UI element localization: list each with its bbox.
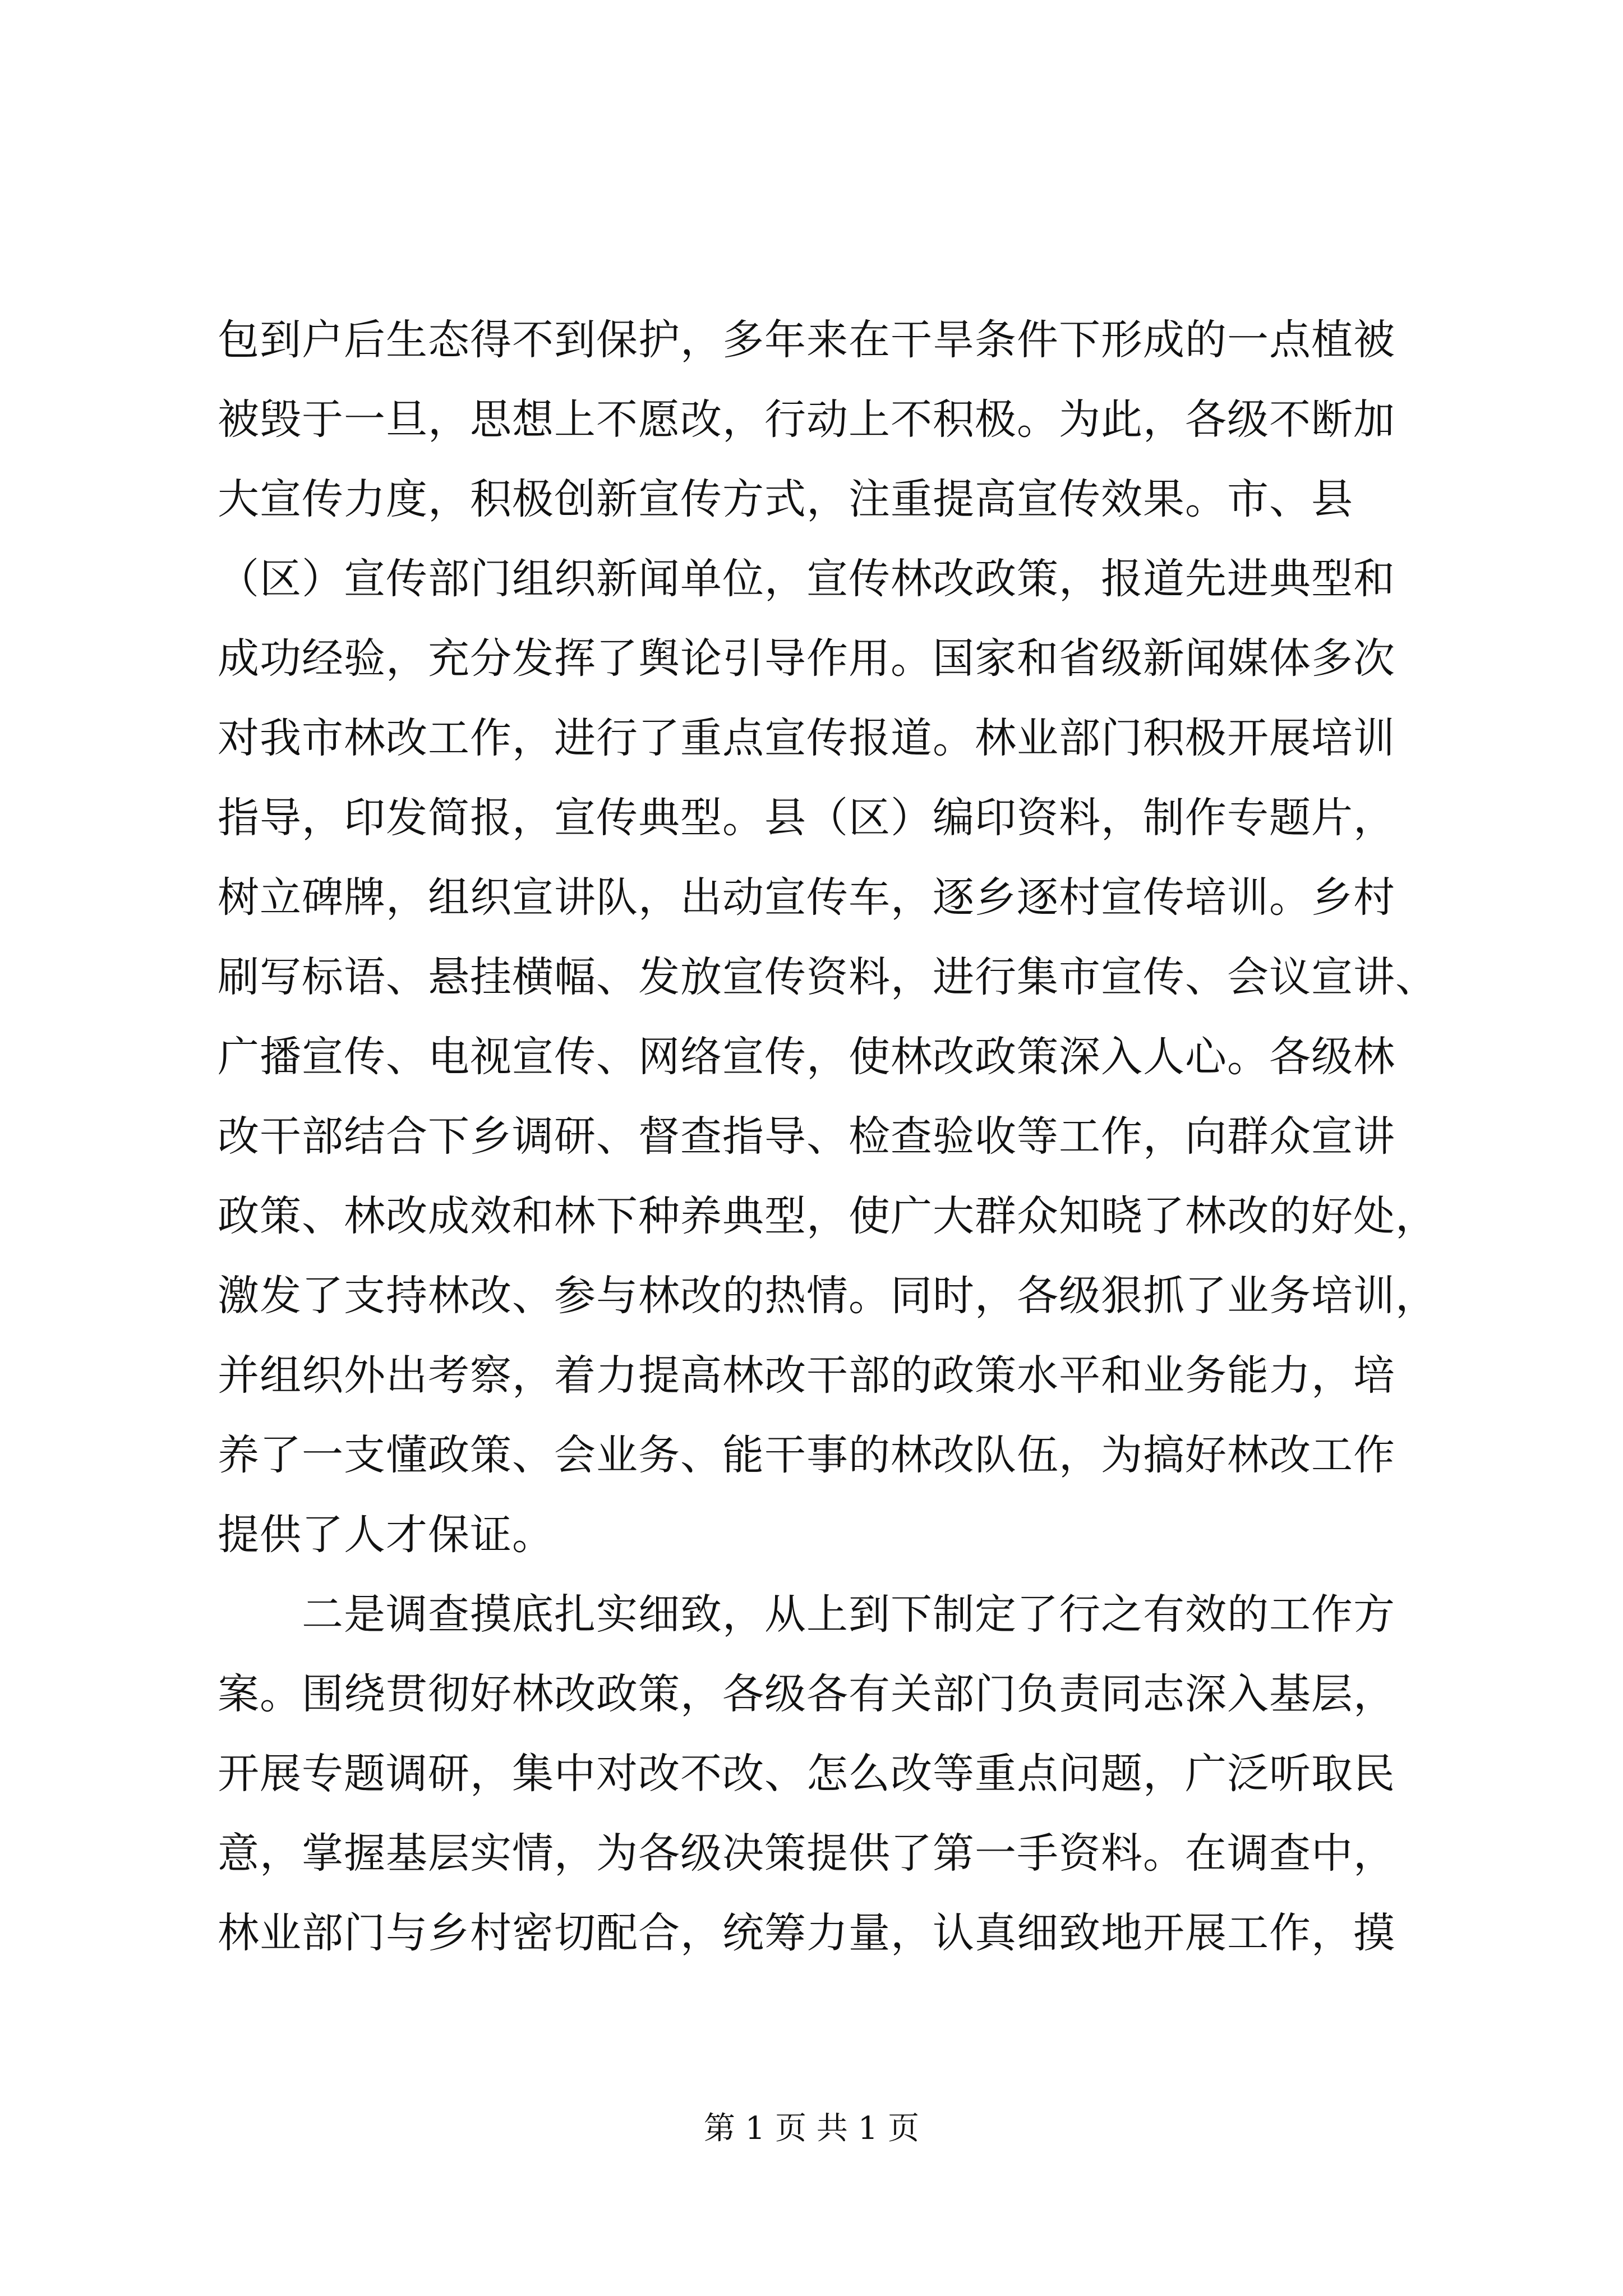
text-line: 大宣传力度，积极创新宣传方式，注重提高宣传效果。市、县 (218, 475, 1353, 523)
text-line: 政策、林改成效和林下种养典型，使广大群众知晓了林改的好处， (218, 1192, 1437, 1240)
text-line: 对我市林改工作，进行了重点宣传报道。林业部门积极开展培训 (218, 714, 1395, 762)
text-line: 指导，印发简报，宣传典型。县（区）编印资料，制作专题片， (218, 794, 1395, 842)
body-text (218, 300, 1437, 1973)
text-line: 意，掌握基层实情，为各级决策提供了第一手资料。在调查中， (218, 1829, 1395, 1878)
text-line: 开展专题调研，集中对改不改、怎么改等重点问题，广泛听取民 (218, 1750, 1395, 1798)
page-footer: 第 1 页 共 1 页 (703, 2110, 920, 2147)
text-line: 成功经验，充分发挥了舆论引导作用。国家和省级新闻媒体多次 (218, 634, 1395, 683)
paragraph-start-line: 二是调查摸底扎实细致，从上到下制定了行之有效的工作方 (302, 1590, 1395, 1639)
text-line: 树立碑牌，组织宣讲队，出动宣传车，逐乡逐村宣传培训。乡村 (218, 873, 1395, 922)
text-line: 案。围绕贯彻好林改政策，各级各有关部门负责同志深入基层， (218, 1670, 1395, 1718)
text-line: （区）宣传部门组织新闻单位，宣传林改政策，报道先进典型和 (218, 555, 1395, 603)
text-line: 广播宣传、电视宣传、网络宣传，使林改政策深入人心。各级林 (218, 1033, 1395, 1081)
text-line: 激发了支持林改、参与林改的热情。同时，各级狠抓了业务培训， (218, 1272, 1437, 1320)
text-line: 养了一支懂政策、会业务、能干事的林改队伍，为搞好林改工作 (218, 1431, 1395, 1479)
text-line: 包到户后生态得不到保护，多年来在干旱条件下形成的一点植被 (218, 316, 1395, 364)
text-line: 改干部结合下乡调研、督查指导、检查验收等工作，向群众宣讲 (218, 1112, 1395, 1161)
text-line: 被毁于一旦，思想上不愿改，行动上不积极。为此，各级不断加 (218, 395, 1395, 444)
text-line: 刷写标语、悬挂横幅、发放宣传资料，进行集市宣传、会议宣讲、 (218, 953, 1437, 1001)
text-line: 并组织外出考察，着力提高林改干部的政策水平和业务能力，培 (218, 1351, 1395, 1400)
text-line: 林业部门与乡村密切配合，统筹力量，认真细致地开展工作，摸 (218, 1909, 1395, 1957)
text-line: 提供了人才保证。 (218, 1511, 554, 1559)
